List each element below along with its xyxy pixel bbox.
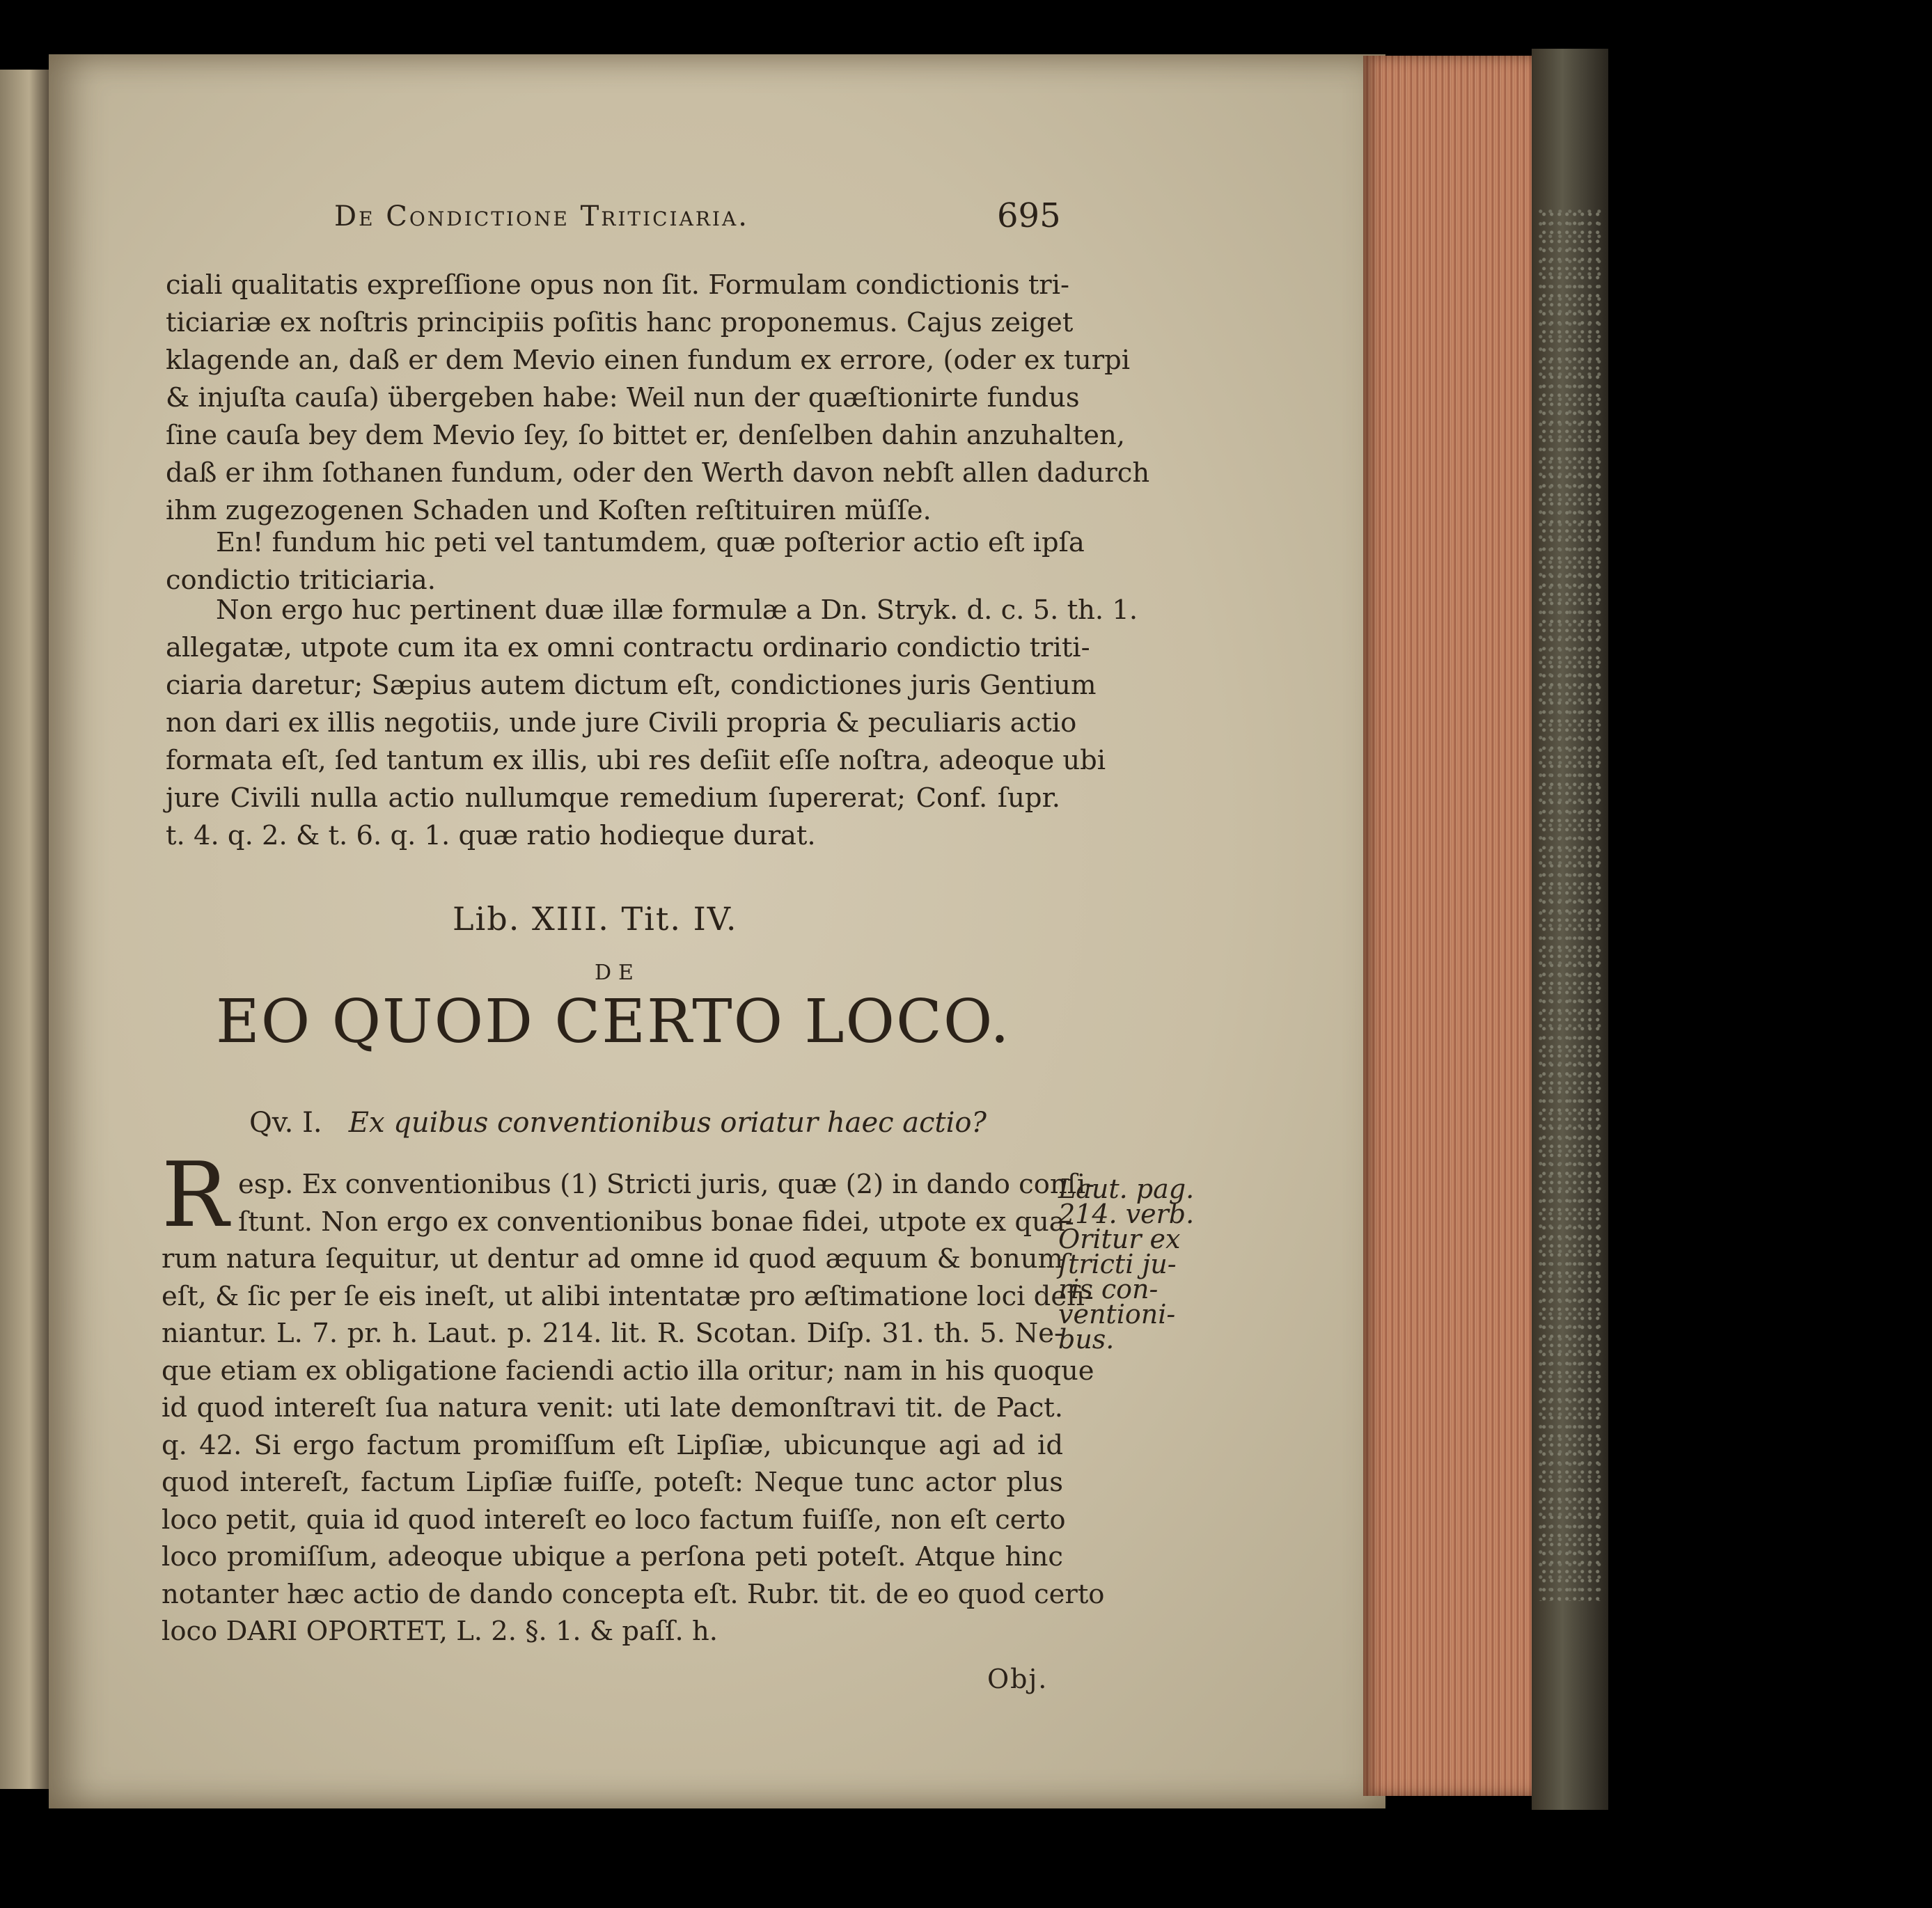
text-line: notanter hæc actio de dando concepta eſt. Rubr. tit. de eo quod certo [162,1578,1105,1610]
margin-note-line: Laut. pag. [1058,1174,1195,1204]
paragraph-3 [166,592,1138,855]
margin-note-line: ſtricti ju- [1058,1249,1177,1279]
text-line: condictio triticiaria. [166,565,436,596]
paragraph-2 [166,524,1085,599]
text-line: eſt, & ſic per ſe eis ineſt, ut alibi intentatæ pro æſtimatione loci defi- [162,1280,1094,1312]
text-line: Non ergo huc pertinent duæ illæ formulæ a Dn. Stryk. d. c. 5. th. 1. [216,594,1138,626]
text-line: rum natura ſequitur, ut dentur ad omne id quod æquum & bonum [162,1243,1063,1275]
left-page-edge [0,70,49,1789]
page-edges [1363,56,1544,1796]
text-line: que etiam ex obligatione faciendi actio illa oritur; nam in his quoque [162,1355,1094,1387]
text-line: t. 4. q. 2. & t. 6. q. 1. quæ ratio hodieque durat. [166,820,816,851]
title-prefix: DE [595,961,641,985]
text-line: formata eſt, ſed tantum ex illis, ubi res deſiit eſſe noſtra, adeoque ubi [166,745,1106,776]
text-line: id quod intereſt ſua natura venit: uti late demonſtravi tit. de Pact. [162,1392,1063,1424]
text-line: loco DARI OPORTET, L. 2. §. 1. & paſſ. h. [162,1616,718,1647]
paragraph-1 [166,267,1150,530]
cover-texture [1539,209,1601,1601]
margin-note-line: ris con- [1058,1274,1159,1304]
book-title-heading: Lib. XIII. Tit. IV. [453,900,738,938]
page-number: 695 [997,196,1061,235]
text-line: loco promiſſum, adeoque ubique a perſona peti poteſt. Atque hinc [162,1541,1063,1572]
margin-note [1058,1174,1195,1355]
margin-note-line: 214. verb. [1058,1199,1195,1229]
text-line: En! fundum hic peti vel tantumdem, quæ poſterior actio eſt ipſa [216,527,1085,558]
text-line: klagende an, daß er dem Mevio einen fundum ex errore, (oder ex turpi [166,345,1131,376]
text-line: & injuſta cauſa) übergeben habe: Weil nun der quæſtionirte fundus [166,382,1080,413]
text-line: non dari ex illis negotiis, unde jure Civili propria & peculiaris actio [166,707,1077,739]
text-line: ſtunt. Non ergo ex conventionibus bonae fidei, utpote ex qua- [238,1206,1074,1238]
text-line: loco petit, quia id quod intereſt eo loco factum fuiſſe, non eſt certo [162,1504,1066,1536]
drop-cap: R [162,1144,229,1247]
text-line: ihm zugezogenen Schaden und Koſten reſtituiren müſſe. [166,495,932,526]
margin-note-line: ventioni- [1058,1299,1176,1330]
text-line: jure Civili nulla actio nullumque remedium ſupererat; Conf. ſupr. [166,782,1060,814]
text-line: ticiariæ ex noſtris principiis poſitis hanc proponemus. Cajus zeiget [166,307,1074,338]
question-heading [249,1107,987,1139]
catchword: Obj. [987,1664,1049,1694]
text-line: niantur. L. 7. pr. h. Laut. p. 214. lit. R. Scotan. Diſp. 31. th. 5. Ne- [162,1318,1063,1349]
question-text: Ex quibus conventionibus oriatur haec actio? [348,1107,987,1139]
text-line: ciali qualitatis expreſſione opus non ſit. Formulam condictionis tri- [166,269,1070,301]
text-line: ciaria daretur; Sæpius autem dictum eſt, condictiones juris Gentium [166,670,1097,701]
text-line: daß er ihm ſothanen fundum, oder den Werth davon nebſt allen dadurch [166,457,1150,489]
section-title: EO QUOD CERTO LOCO. [216,987,1011,1057]
text-line: esp. Ex conventionibus (1) Stricti juris, quæ (2) in dando conſi- [238,1169,1095,1200]
text-line: quod intereſt, factum Lipſiæ fuiſſe, poteſt: Neque tunc actor plus [162,1467,1063,1498]
question-label: Qv. I. [249,1107,322,1139]
running-head: De Condictione Triticiaria. [334,200,749,232]
text-line: ſine cauſa bey dem Mevio ſey, ſo bittet er, denſelben dahin anzuhalten, [166,420,1126,451]
text-line: allegatæ, utpote cum ita ex omni contractu ordinario condictio triti- [166,632,1090,663]
margin-note-line: Oritur ex [1058,1224,1181,1254]
margin-note-line: bus. [1058,1324,1115,1355]
response-paragraph [162,1166,1105,1650]
text-line: q. 42. Si ergo factum promiſſum eſt Lipſiæ, ubicunque agi ad id [162,1429,1063,1461]
